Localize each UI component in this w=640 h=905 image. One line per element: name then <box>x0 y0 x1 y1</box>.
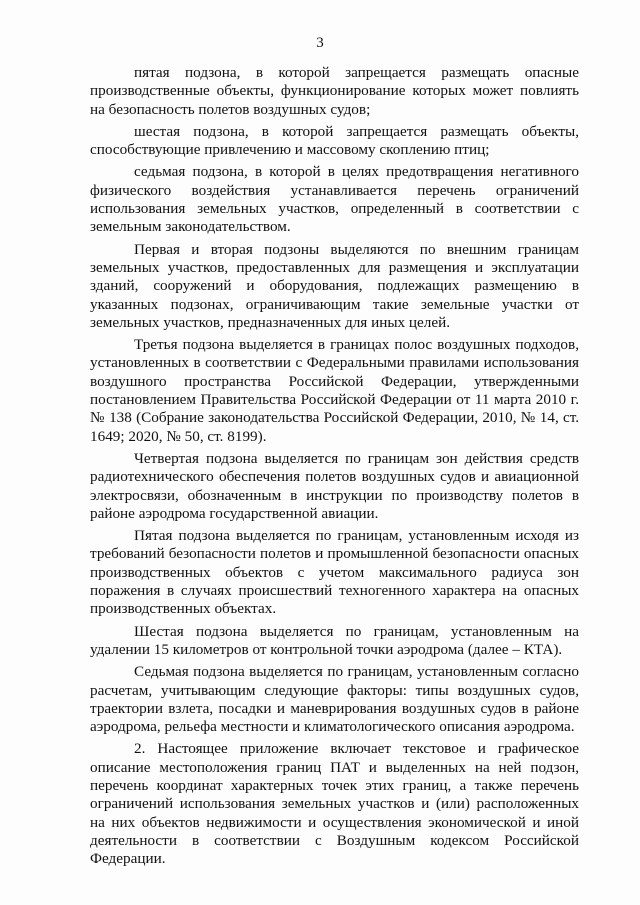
paragraph: 2. Настоящее приложение включает текстовое и графическое описание местоположения границ ПАТ и выделенных на ней подзон, перечень координат характерных точек этих границ, а также перечень ограничений использования земельных участков и (или) расположенных на них объектов недвижимости и осуществления экономической и иной деятельности в соответствии с Воздушным кодексом Российской Федерации. <box>90 740 579 868</box>
paragraph: шестая подзона, в которой запрещается размещать объекты, способствующие привлечению и массовому скоплению птиц; <box>90 122 579 159</box>
paragraph: Третья подзона выделяется в границах полос воздушных подходов, установленных в соответствии с Федеральными правилами использования воздушного пространства Российской Федерации, утвержденными постановлением Правительства Российской Федерации от 11 марта 2010 г. № 138 (Собрание законодательства Российской Федерации, 2010, № 14, ст. 1649; 2020, № 50, ст. 8199). <box>90 336 579 445</box>
document-body <box>90 64 579 872</box>
paragraph: Седьмая подзона выделяется по границам, установленным согласно расчетам, учитывающим следующие факторы: типы воздушных судов, траектории взлета, посадки и маневрирования воздушных судов в районе аэродрома, рельефа местности и климатологического описания аэродрома. <box>90 663 579 736</box>
paragraph: седьмая подзона, в которой в целях предотвращения негативного физического воздействия устанавливается перечень ограничений использования земельных участков, определенный в соответствии с земельным законодательством. <box>90 163 579 236</box>
paragraph: Пятая подзона выделяется по границам, установленным исходя из требований безопасности полетов и промышленной безопасности опасных производственных объектов с учетом максимального радиуса зон поражения в случаях происшествий техногенного характера на опасных производственных объектах. <box>90 527 579 618</box>
paragraph: Шестая подзона выделяется по границам, установленным на удалении 15 километров от контрольной точки аэродрома (далее – КТА). <box>90 622 579 658</box>
paragraph: Четвертая подзона выделяется по границам зон действия средств радиотехнического обеспечения полетов воздушных судов и авиационной электросвязи, обозначенным в инструкции по производству полетов в районе аэродрома государственной авиации. <box>90 449 579 522</box>
paragraph: Первая и вторая подзоны выделяются по внешним границам земельных участков, предоставленных для размещения и эксплуатации зданий, сооружений и оборудования, подлежащих размещению в указанных подзонах, ограничивающим такие земельные участки от земельных участков, предназначенных для иных целей. <box>90 240 579 331</box>
page-number: 3 <box>316 35 324 51</box>
paragraph: пятая подзона, в которой запрещается размещать опасные производственные объекты, функционирование которых может повлиять на безопасность полетов воздушных судов; <box>90 64 579 118</box>
